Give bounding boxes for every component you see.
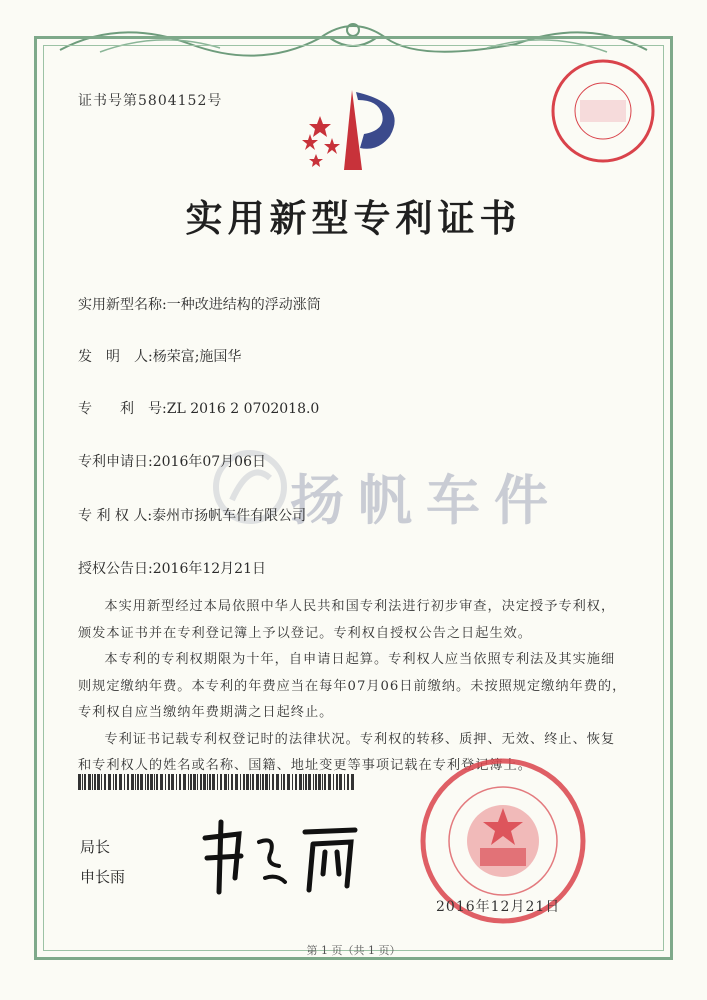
field-label: 授权公告日: (78, 561, 153, 577)
field-label: 专利申请日: (78, 454, 153, 470)
field-application-date (78, 451, 266, 471)
body-paragraph: 本实用新型经过本局依照中华人民共和国专利法进行初步审查，决定授予专利权，颁发本证书并在专利登记簿上予以登记。专利权自授权公告之日起生效。 (78, 599, 616, 641)
director-title: 局长 (80, 838, 111, 856)
barcode-icon (78, 774, 356, 790)
field-grant-announcement-date (78, 558, 266, 578)
field-inventor (78, 346, 241, 366)
field-label: 发 明 人: (78, 349, 153, 365)
patent-office-logo-icon (290, 86, 415, 174)
page-number: 第 1 页（共 1 页） (306, 944, 401, 957)
company-watermark-text: 扬帆车件 (290, 469, 562, 532)
agency-stamp-icon (548, 56, 658, 166)
body-paragraph: 专利证书记载专利权登记时的法律状况。专利权的转移、质押、无效、终止、恢复和专利权人的姓名或名称、国籍、地址变更等事项记载在专利登记簿上。 (78, 731, 616, 773)
director-name: 申长雨 (80, 868, 126, 886)
director-signature-icon (195, 808, 365, 898)
certificate-body-text (78, 594, 628, 780)
field-value: 泰州市扬帆车件有限公司 (152, 508, 307, 524)
field-value: 2016年12月21日 (152, 561, 266, 577)
field-label: 专 利 权 人: (78, 508, 153, 524)
field-value: 一种改进结构的浮动涨筒 (166, 297, 321, 313)
field-label: 实用新型名称: (78, 297, 167, 313)
certificate-title: 实用新型专利证书 (185, 196, 522, 240)
field-label: 专 利 号: (78, 401, 167, 417)
seal-date: 2016年12月21日 (436, 899, 561, 915)
field-patent-number (78, 398, 319, 418)
field-value: ZL 2016 2 0702018.0 (166, 401, 320, 417)
field-value: 杨荣富;施国华 (152, 349, 242, 365)
field-utility-model-name (78, 294, 321, 314)
body-paragraph: 本专利的专利权期限为十年，自申请日起算。专利权人应当依照专利法及其实施细则规定缴纳年费。本专利的年费应当在每年07月06日前缴纳。未按照规定缴纳年费的，专利权自应当缴纳年费期满之日起终止。 (78, 652, 627, 720)
field-patentee (78, 505, 306, 525)
field-value: 2016年07月06日 (152, 454, 266, 470)
certificate-number: 证书号第5804152号 (78, 93, 223, 109)
